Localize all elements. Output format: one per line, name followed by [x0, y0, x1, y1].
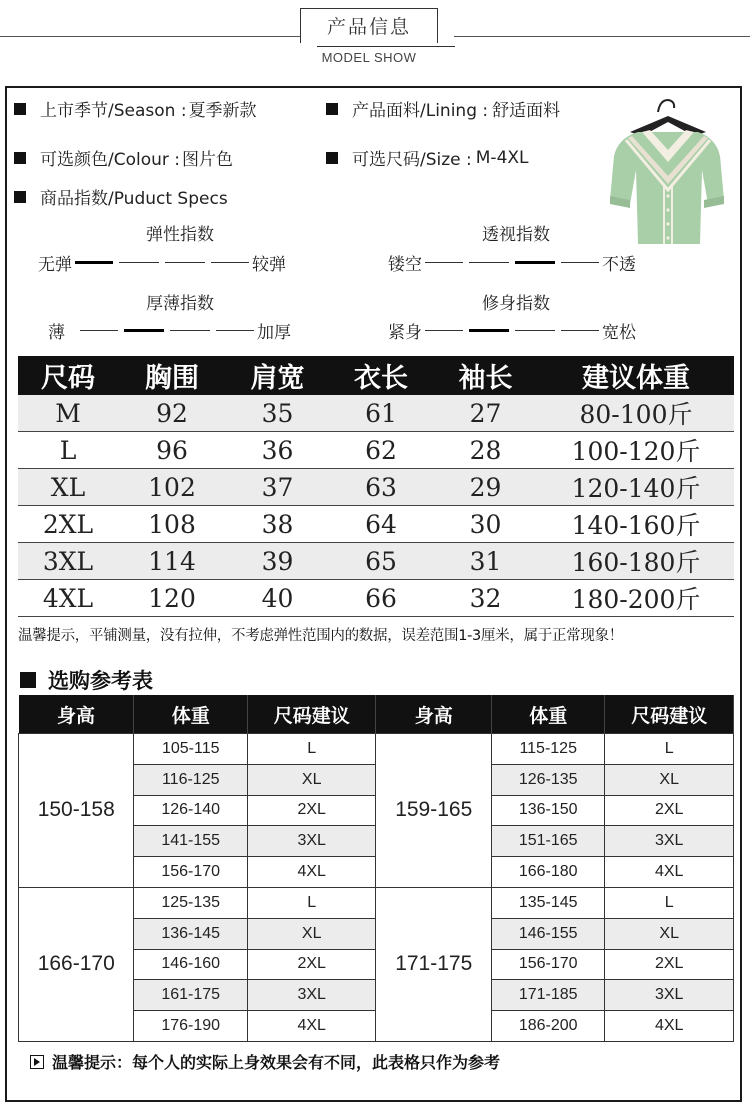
cell: 3XL [247, 980, 376, 1011]
cell: 120-140斤 [538, 469, 734, 506]
cell: 28 [433, 432, 538, 469]
cell: L [247, 887, 376, 918]
specs-label: 商品指数/Puduct Specs [40, 189, 228, 209]
scale-segment-2 [469, 329, 509, 332]
cell: 125-135 [134, 887, 247, 918]
cell: 29 [433, 469, 538, 506]
cell: 160-180斤 [538, 543, 734, 580]
cell: 37 [226, 469, 329, 506]
height-range: 166-170 [19, 887, 134, 1041]
header-size-advice: 尺码建议 [247, 695, 376, 734]
cell: 2XL [18, 506, 118, 543]
cell: 102 [118, 469, 226, 506]
cell: 27 [433, 395, 538, 432]
size-value: M-4XL [475, 147, 529, 168]
cell: 4XL [605, 857, 734, 888]
cell: M [18, 395, 118, 432]
scale-segment-4 [561, 330, 599, 331]
scale-left-label: 紧身 [388, 323, 422, 343]
info-lining [326, 96, 560, 121]
cell: 176-190 [134, 1011, 247, 1042]
cell: 116-125 [134, 764, 247, 795]
scale-left-label: 无弹 [38, 255, 72, 275]
reference-section-title [20, 665, 153, 695]
cell: 64 [329, 506, 433, 543]
cell: L [605, 887, 734, 918]
cell: 135-145 [491, 887, 604, 918]
cell: XL [18, 469, 118, 506]
scale-right-label: 宽松 [602, 323, 636, 343]
spec-scale-transparency [388, 250, 636, 275]
black-square-icon [14, 103, 26, 115]
cell: XL [605, 918, 734, 949]
cell: 39 [226, 543, 329, 580]
black-square-icon [326, 152, 338, 164]
scale-segment-3 [515, 261, 555, 264]
cell: XL [247, 764, 376, 795]
scale-segment-4 [211, 262, 249, 263]
size-table [18, 356, 734, 617]
scale-right-label: 不透 [602, 255, 636, 275]
cell: 4XL [247, 1011, 376, 1042]
green-blouse-on-hanger-icon [608, 92, 726, 250]
scale-segment-1 [425, 330, 463, 331]
size-table-header [18, 356, 734, 395]
table-row [18, 432, 734, 469]
black-square-icon [14, 152, 26, 164]
cell: 65 [329, 543, 433, 580]
reference-table-header [19, 695, 734, 734]
reference-note-text: 温馨提示：每个人的实际上身效果会有不同，此表格只作为参考 [52, 1053, 501, 1072]
cell: 4XL [247, 857, 376, 888]
scale-left-label: 镂空 [388, 255, 422, 275]
cell: 4XL [605, 1011, 734, 1042]
scale-left-label: 薄 [48, 323, 65, 343]
cell: 61 [329, 395, 433, 432]
scale-segment-2 [119, 262, 159, 263]
scale-segment-4 [561, 262, 599, 263]
cell: 136-150 [491, 795, 604, 826]
header-bust: 胸围 [118, 356, 226, 395]
cell: 171-185 [491, 980, 604, 1011]
header-size: 尺码 [18, 356, 118, 395]
info-colour [14, 145, 233, 170]
reference-table [18, 695, 734, 1042]
season-value: 夏季新款 [188, 101, 257, 121]
cell: 146-160 [134, 949, 247, 980]
cell: 180-200斤 [538, 580, 734, 617]
cell: 141-155 [134, 826, 247, 857]
table-row [19, 887, 734, 918]
table-row [18, 580, 734, 617]
black-square-icon [14, 191, 26, 203]
cell: 114 [118, 543, 226, 580]
spec-scale-thickness [48, 318, 291, 343]
cell: L [247, 734, 376, 765]
spec-title-thickness: 厚薄指数 [146, 294, 214, 314]
info-size [326, 145, 529, 170]
cell: 2XL [605, 795, 734, 826]
black-square-icon [326, 103, 338, 115]
cell: 80-100斤 [538, 395, 734, 432]
cell: 3XL [605, 826, 734, 857]
scale-segment-1 [75, 261, 113, 264]
cell: 2XL [247, 949, 376, 980]
cell: 156-170 [134, 857, 247, 888]
cell: 105-115 [134, 734, 247, 765]
cell: 186-200 [491, 1011, 604, 1042]
colour-value: 图片色 [182, 150, 234, 170]
spec-scale-elasticity [38, 250, 286, 275]
cell: 3XL [18, 543, 118, 580]
cell: 96 [118, 432, 226, 469]
cell: 2XL [605, 949, 734, 980]
scale-segment-3 [165, 262, 205, 263]
cell: 4XL [18, 580, 118, 617]
cell: 161-175 [134, 980, 247, 1011]
scale-segment-1 [80, 330, 118, 331]
cell: 63 [329, 469, 433, 506]
cell: XL [605, 764, 734, 795]
header-line-right [454, 36, 750, 37]
scale-right-label: 加厚 [257, 323, 291, 343]
cell: 38 [226, 506, 329, 543]
size-label: 可选尺码/Size : [352, 150, 472, 170]
cell: 36 [226, 432, 329, 469]
table-row [18, 469, 734, 506]
cell: 151-165 [491, 826, 604, 857]
cell: 126-140 [134, 795, 247, 826]
cell: 126-135 [491, 764, 604, 795]
info-season [14, 96, 257, 121]
table-row [18, 543, 734, 580]
cell: 120 [118, 580, 226, 617]
cell: 35 [226, 395, 329, 432]
height-range: 159-165 [376, 734, 491, 888]
cell: 136-145 [134, 918, 247, 949]
cell: XL [247, 918, 376, 949]
height-range: 150-158 [19, 734, 134, 888]
cell: 3XL [247, 826, 376, 857]
scale-segment-4 [216, 330, 254, 331]
page-subtitle: MODEL SHOW [321, 50, 417, 65]
header-weight: 建议体重 [538, 356, 734, 395]
lining-label: 产品面料/Lining : [352, 101, 489, 121]
table-row [19, 734, 734, 765]
cell: 66 [329, 580, 433, 617]
colour-label: 可选颜色/Colour : [40, 150, 181, 170]
spec-scale-fit [388, 318, 636, 343]
cell: 40 [226, 580, 329, 617]
reference-note [30, 1050, 500, 1073]
scale-segment-3 [515, 330, 555, 331]
table-row [18, 506, 734, 543]
cell: 92 [118, 395, 226, 432]
cell: 100-120斤 [538, 432, 734, 469]
header-size-advice: 尺码建议 [605, 695, 734, 734]
info-specs [14, 184, 228, 209]
black-square-icon [20, 672, 36, 688]
reference-title-text: 选购参考表 [48, 669, 153, 693]
measurement-note: 温馨提示，平铺测量，没有拉伸，不考虑弹性范围内的数据，误差范围1-3厘米，属于正常现象！ [18, 628, 623, 644]
cell: 2XL [247, 795, 376, 826]
cell: 140-160斤 [538, 506, 734, 543]
table-row [18, 395, 734, 432]
play-icon [30, 1055, 44, 1069]
cell: 3XL [605, 980, 734, 1011]
scale-segment-3 [170, 330, 210, 331]
scale-segment-2 [469, 262, 509, 263]
header-sleeve: 袖长 [433, 356, 538, 395]
season-label: 上市季节/Season : [40, 101, 187, 121]
header-shoulder: 肩宽 [226, 356, 329, 395]
cell: L [605, 734, 734, 765]
header-height: 身高 [19, 695, 134, 734]
scale-right-label: 较弹 [252, 255, 286, 275]
scale-segment-1 [425, 262, 463, 263]
cell: 166-180 [491, 857, 604, 888]
spec-title-transparency: 透视指数 [482, 225, 550, 245]
header-length: 衣长 [329, 356, 433, 395]
lining-value: 舒适面料 [492, 101, 561, 121]
spec-title-fit: 修身指数 [482, 294, 550, 314]
cell: 31 [433, 543, 538, 580]
scale-segment-2 [124, 329, 164, 332]
height-range: 171-175 [376, 887, 491, 1041]
header-line-left [0, 36, 300, 37]
header-height: 身高 [376, 695, 491, 734]
cell: L [18, 432, 118, 469]
cell: 32 [433, 580, 538, 617]
spec-title-elasticity: 弹性指数 [146, 225, 214, 245]
header-weight: 体重 [491, 695, 604, 734]
cell: 115-125 [491, 734, 604, 765]
cell: 156-170 [491, 949, 604, 980]
cell: 62 [329, 432, 433, 469]
page-title: 产品信息 [326, 16, 411, 38]
cell: 30 [433, 506, 538, 543]
header-weight: 体重 [134, 695, 247, 734]
cell: 108 [118, 506, 226, 543]
cell: 146-155 [491, 918, 604, 949]
